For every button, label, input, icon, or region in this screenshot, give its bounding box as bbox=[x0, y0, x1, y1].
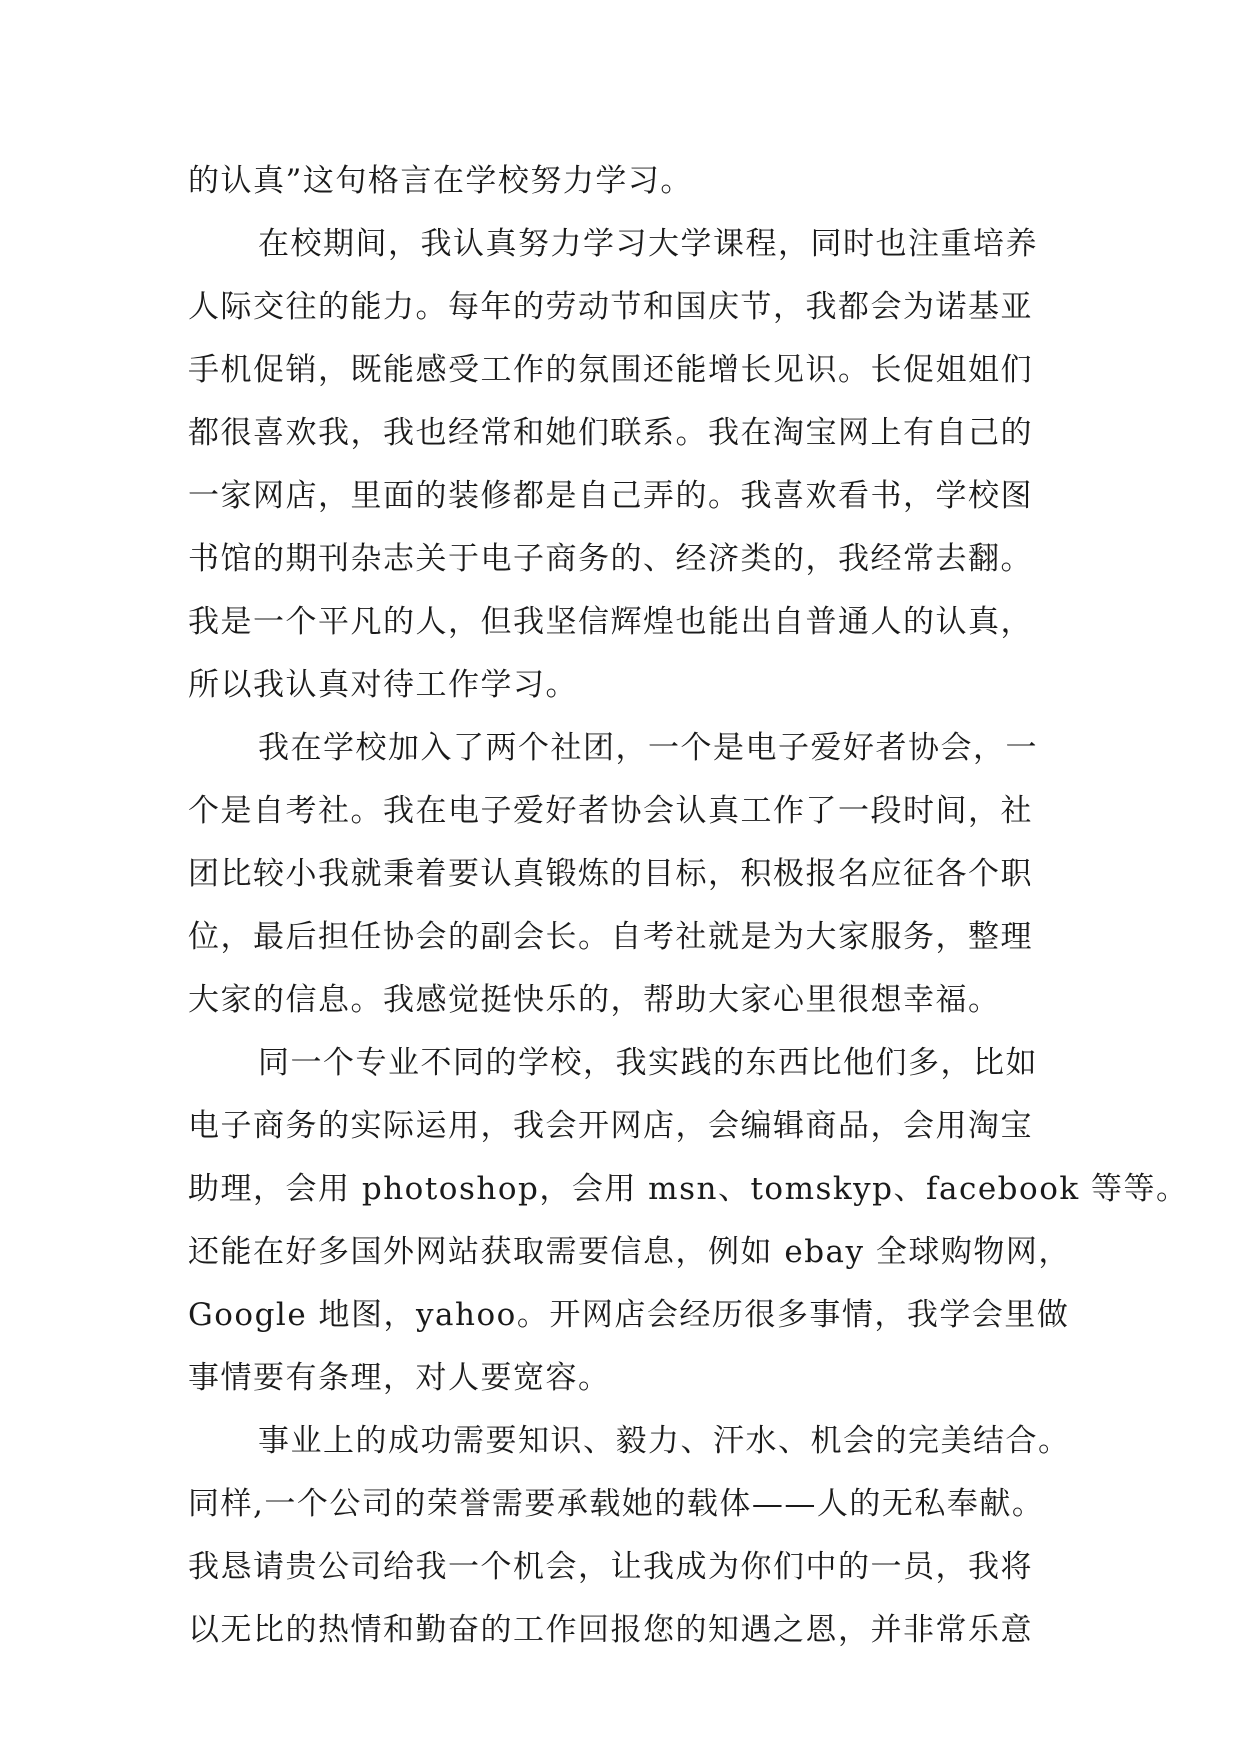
text-line: 手机促销，既能感受工作的氛围还能增长见识。长促姐姐们 bbox=[188, 352, 1033, 388]
text-line: 助理，会用 photoshop，会用 msn、tomskyp、facebook 等等。 bbox=[188, 1171, 1189, 1207]
text-line: 以无比的热情和勤奋的工作回报您的知遇之恩，并非常乐意 bbox=[188, 1612, 1033, 1648]
text-line: 我是一个平凡的人，但我坚信辉煌也能出自普通人的认真， bbox=[188, 604, 1033, 640]
text-line: 大家的信息。我感觉挺快乐的，帮助大家心里很想幸福。 bbox=[188, 982, 1001, 1018]
text-line: 人际交往的能力。每年的劳动节和国庆节，我都会为诺基亚 bbox=[188, 289, 1033, 325]
text-line: 团比较小我就秉着要认真锻炼的目标，积极报名应征各个职 bbox=[188, 856, 1033, 892]
text-line: 电子商务的实际运用，我会开网店，会编辑商品，会用淘宝 bbox=[188, 1108, 1033, 1144]
text-line: 的认真”这句格言在学校努力学习。 bbox=[188, 163, 693, 199]
text-line: 事情要有条理，对人要宽容。 bbox=[188, 1360, 611, 1396]
text-line: 书馆的期刊杂志关于电子商务的、经济类的，我经常去翻。 bbox=[188, 541, 1033, 577]
document-body bbox=[188, 150, 1189, 1662]
text-line: Google 地图，yahoo。开网店会经历很多事情，我学会里做 bbox=[188, 1297, 1070, 1333]
paragraph-first-line: 事业上的成功需要知识、毅力、汗水、机会的完美结合。 bbox=[258, 1423, 1071, 1459]
text-line: 我恳请贵公司给我一个机会，让我成为你们中的一员，我将 bbox=[188, 1549, 1033, 1585]
paragraph-first-line: 同一个专业不同的学校，我实践的东西比他们多，比如 bbox=[258, 1045, 1038, 1081]
text-line: 所以我认真对待工作学习。 bbox=[188, 667, 578, 703]
paragraph-first-line: 我在学校加入了两个社团，一个是电子爱好者协会，一 bbox=[258, 730, 1038, 766]
text-line: 位，最后担任协会的副会长。自考社就是为大家服务，整理 bbox=[188, 919, 1033, 955]
text-line: 一家网店，里面的装修都是自己弄的。我喜欢看书，学校图 bbox=[188, 478, 1033, 514]
text-line: 还能在好多国外网站获取需要信息，例如 ebay 全球购物网， bbox=[188, 1234, 1071, 1270]
text-line: 都很喜欢我，我也经常和她们联系。我在淘宝网上有自己的 bbox=[188, 415, 1033, 451]
text-line: 同样,一个公司的荣誉需要承载她的载体——人的无私奉献。 bbox=[188, 1486, 1045, 1522]
text-line: 个是自考社。我在电子爱好者协会认真工作了一段时间，社 bbox=[188, 793, 1033, 829]
paragraph-first-line: 在校期间，我认真努力学习大学课程，同时也注重培养 bbox=[258, 226, 1038, 262]
